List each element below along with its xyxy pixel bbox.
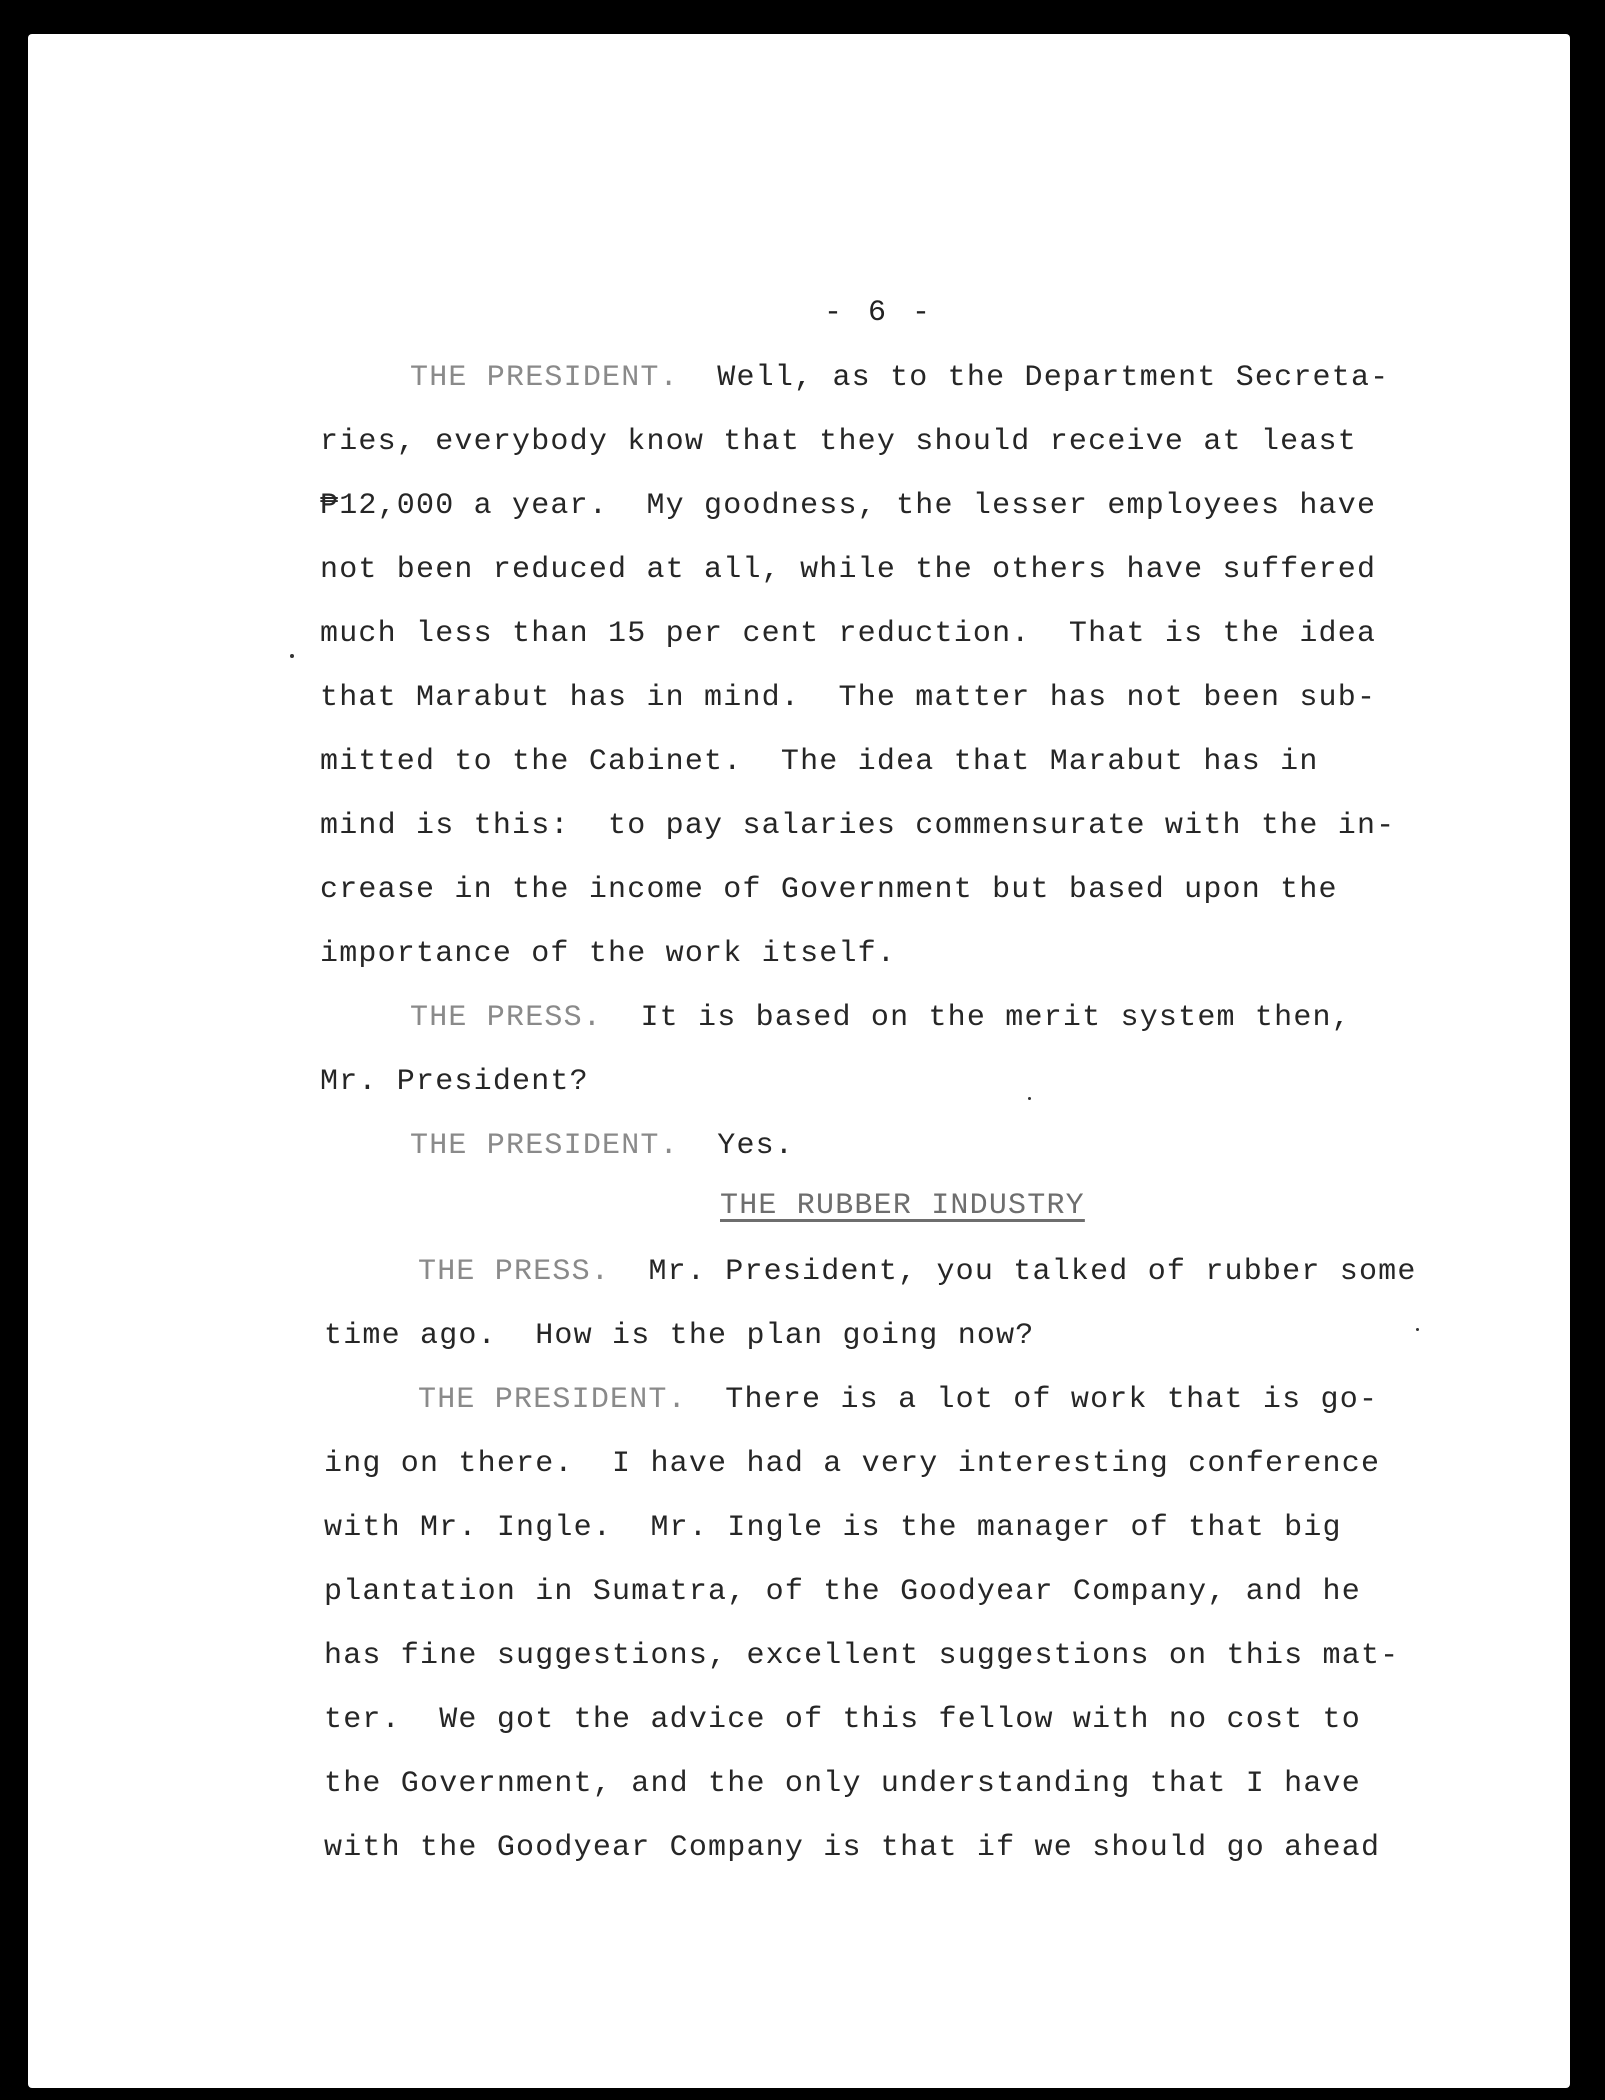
line-text: It is based on the merit system then, xyxy=(640,1001,1351,1035)
paragraph-1-line-2: ries, everybody know that they should receive at least xyxy=(320,425,1357,459)
paragraph-2-line-2: Mr. President? xyxy=(320,1065,589,1099)
paragraph-6-line-4: plantation in Sumatra, of the Goodyear Company, and he xyxy=(324,1575,1361,1609)
paragraph-6-line-5: has fine suggestions, excellent suggestions on this mat- xyxy=(324,1639,1400,1673)
speaker-label: THE PRESS. xyxy=(410,1001,603,1035)
paragraph-1-line-4: not been reduced at all, while the others have suffered xyxy=(320,553,1377,587)
line-text: Yes. xyxy=(717,1129,795,1163)
paragraph-1-line-7: mitted to the Cabinet. The idea that Marabut has in xyxy=(320,745,1319,779)
speaker-label: THE PRESIDENT. xyxy=(418,1383,687,1417)
paragraph-6-line-8: with the Goodyear Company is that if we should go ahead xyxy=(324,1831,1381,1865)
paragraph-1-line-9: crease in the income of Government but based upon the xyxy=(320,873,1338,907)
paragraph-1-line-8: mind is this: to pay salaries commensurate with the in- xyxy=(320,809,1396,843)
paragraph-1-line-1 xyxy=(410,361,1389,395)
paragraph-5-line-2: time ago. How is the plan going now? xyxy=(324,1319,1035,1353)
line-text: Well, as to the Department Secreta- xyxy=(717,361,1390,395)
paragraph-1-line-5: much less than 15 per cent reduction. That is the idea xyxy=(320,617,1377,651)
document-page xyxy=(28,34,1570,2088)
speaker-label: THE PRESS. xyxy=(418,1255,611,1289)
scan-speck xyxy=(290,654,294,658)
paragraph-5-line-1 xyxy=(418,1255,1417,1289)
paragraph-6-line-3: with Mr. Ingle. Mr. Ingle is the manager of that big xyxy=(324,1511,1342,1545)
paragraph-2-line-1 xyxy=(410,1001,1351,1035)
line-text: Mr. President, you talked of rubber some xyxy=(648,1255,1417,1289)
paragraph-6-line-6: ter. We got the advice of this fellow with no cost to xyxy=(324,1703,1361,1737)
line-text: There is a lot of work that is go- xyxy=(725,1383,1379,1417)
page-number: - 6 - xyxy=(823,296,934,330)
scan-speck xyxy=(1416,1328,1419,1331)
paragraph-6-line-1 xyxy=(418,1383,1378,1417)
paragraph-6-line-2: ing on there. I have had a very interesting conference xyxy=(324,1447,1381,1481)
speaker-label: THE PRESIDENT. xyxy=(410,361,679,395)
scan-speck xyxy=(1028,1097,1031,1100)
paragraph-1-line-6: that Marabut has in mind. The matter has not been sub- xyxy=(320,681,1377,715)
speaker-label: THE PRESIDENT. xyxy=(410,1129,679,1163)
paragraph-6-line-7: the Government, and the only understanding that I have xyxy=(324,1767,1361,1801)
paragraph-1-line-10: importance of the work itself. xyxy=(320,937,897,971)
paragraph-3-line-1 xyxy=(410,1129,794,1163)
paragraph-1-line-3: ₱12,000 a year. My goodness, the lesser employees have xyxy=(320,489,1377,523)
section-heading: THE RUBBER INDUSTRY xyxy=(720,1189,1085,1223)
